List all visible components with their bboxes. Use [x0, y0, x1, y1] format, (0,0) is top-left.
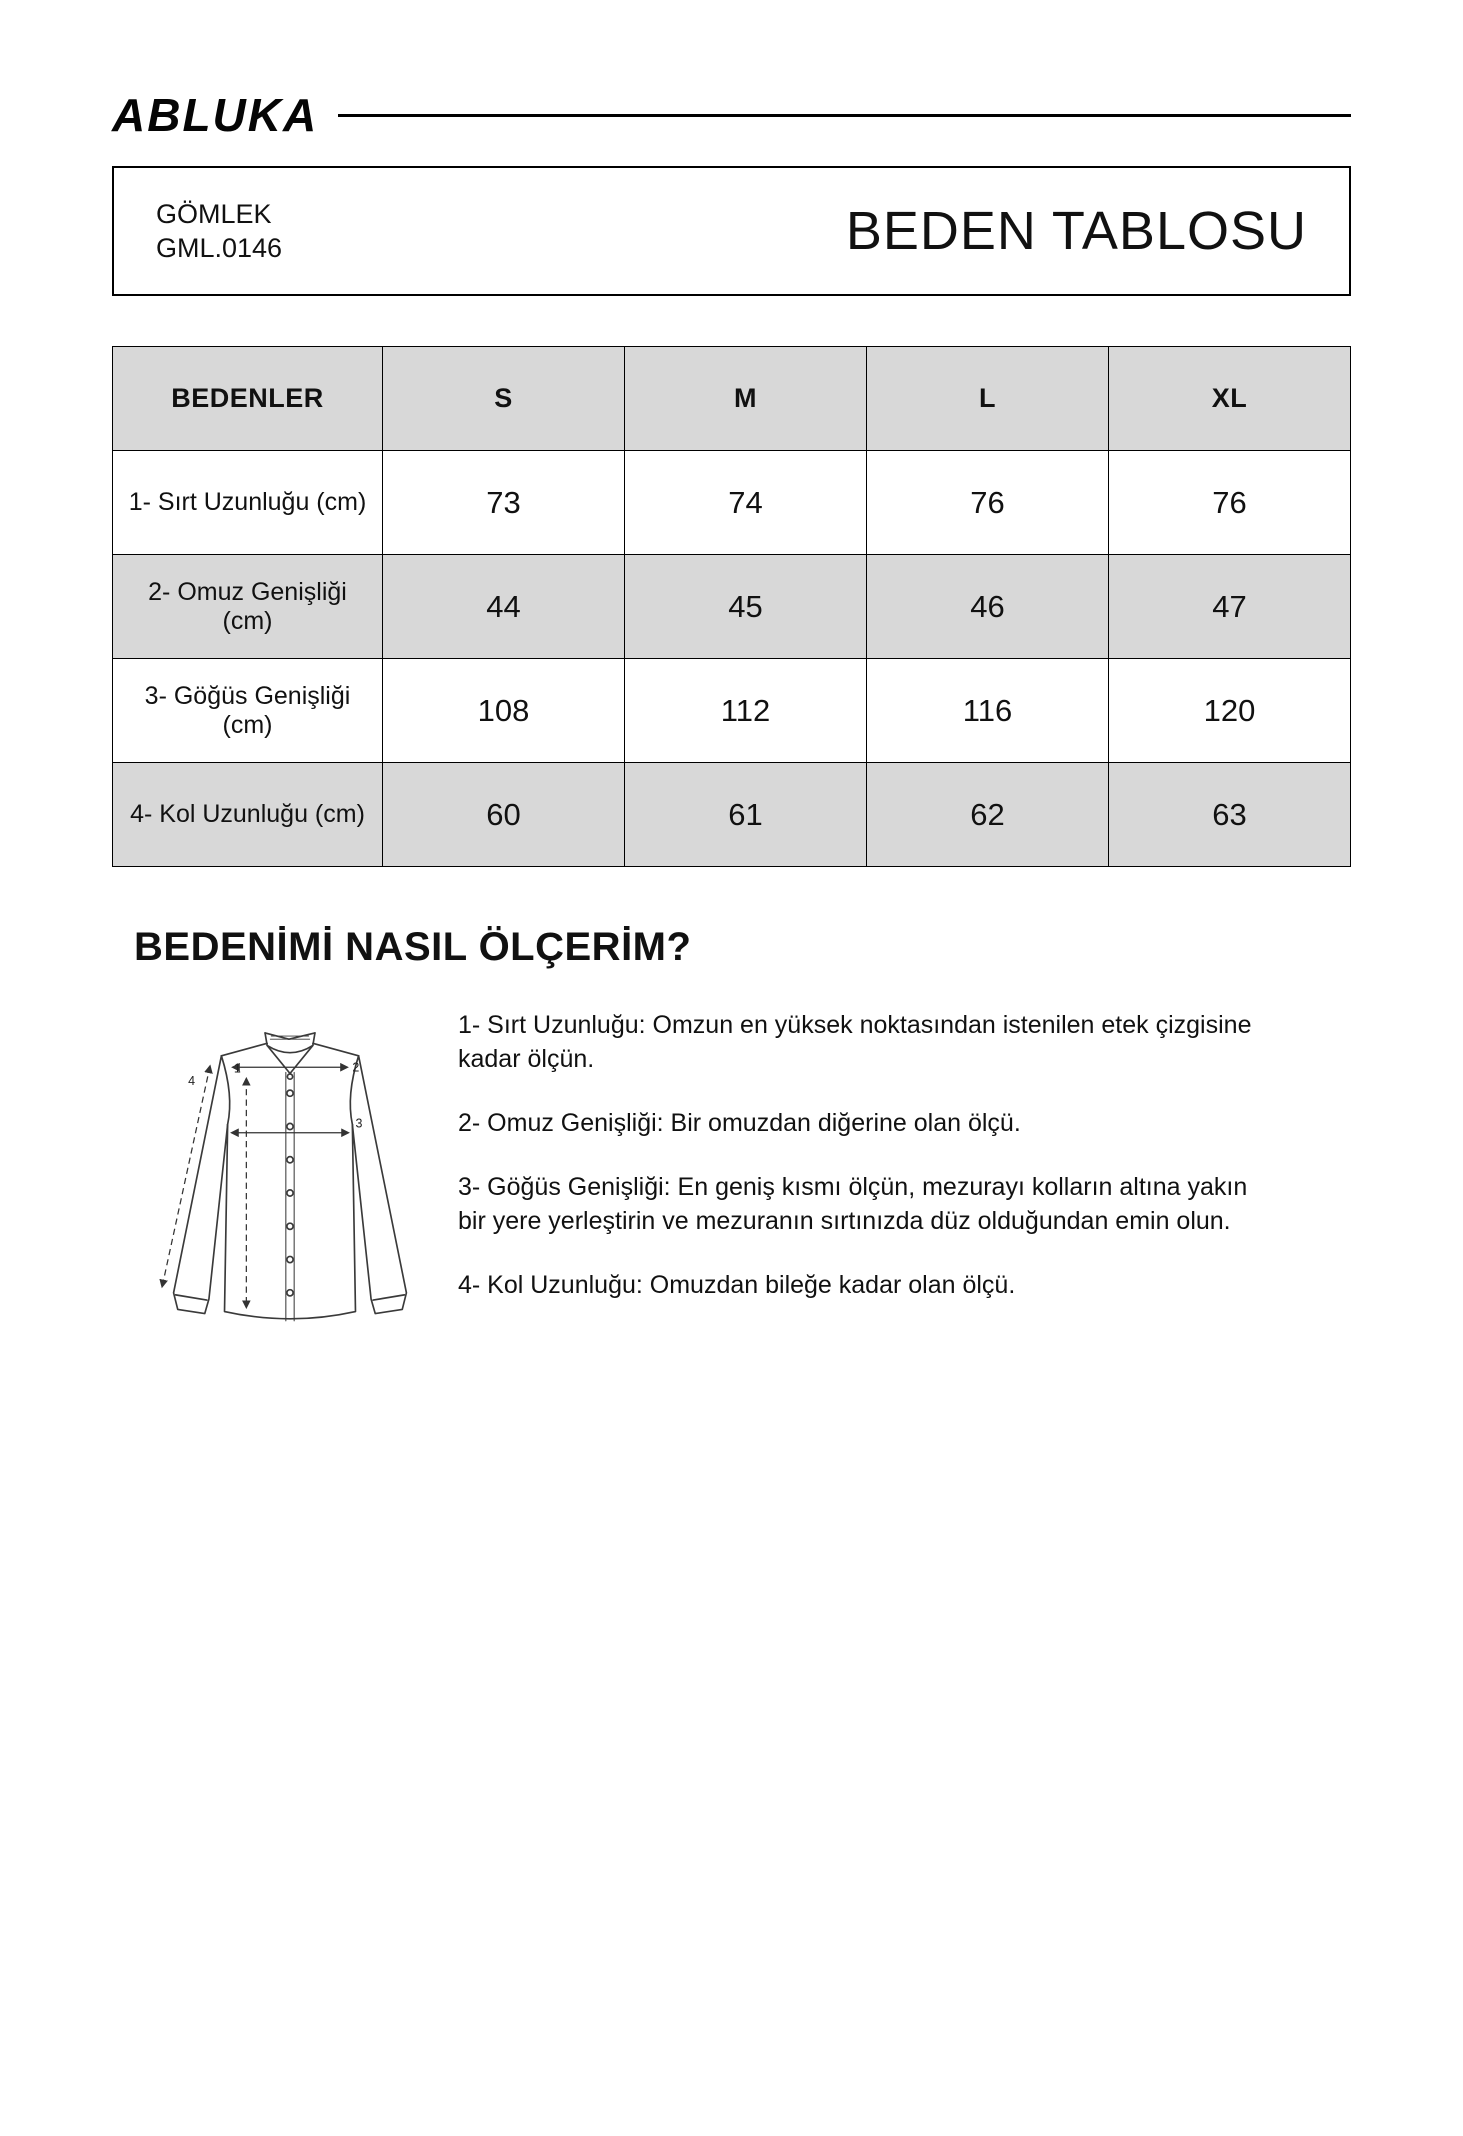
size-value: 63 — [1109, 763, 1351, 867]
product-info — [156, 197, 282, 265]
shirt-measurement-diagram — [134, 1008, 446, 1351]
column-header-bedenler: BEDENLER — [113, 347, 383, 451]
size-value: 60 — [383, 763, 625, 867]
size-value: 112 — [625, 659, 867, 763]
size-value: 108 — [383, 659, 625, 763]
table-row — [113, 555, 1351, 659]
header-box — [112, 166, 1351, 296]
how-to-measure-heading: BEDENİMİ NASIL ÖLÇERİM? — [134, 925, 692, 969]
row-label: 1- Sırt Uzunluğu (cm) — [113, 451, 383, 555]
size-value: 73 — [383, 451, 625, 555]
column-header-s: S — [383, 347, 625, 451]
measurement-label-3: 3 — [355, 1116, 363, 1131]
size-value: 76 — [867, 451, 1109, 555]
row-label: 2- Omuz Genişliği (cm) — [113, 555, 383, 659]
size-value: 76 — [1109, 451, 1351, 555]
shirt-diagram-container — [134, 1008, 446, 1356]
size-value: 120 — [1109, 659, 1351, 763]
size-value: 47 — [1109, 555, 1351, 659]
instruction-paragraph: 1- Sırt Uzunluğu: Omzun en yüksek noktasından istenilen etek çizgisine kadar ölçün. — [458, 1011, 1252, 1073]
row-label: 3- Göğüs Genişliği (cm) — [113, 659, 383, 763]
measurement-label-1: 1 — [233, 1061, 241, 1076]
size-value: 116 — [867, 659, 1109, 763]
size-value: 62 — [867, 763, 1109, 867]
product-code: GML.0146 — [156, 233, 283, 263]
size-chart-page — [0, 88, 1463, 2136]
size-value: 45 — [625, 555, 867, 659]
size-value: 61 — [625, 763, 867, 867]
column-header-l: L — [867, 347, 1109, 451]
table-row — [113, 451, 1351, 555]
size-value: 44 — [383, 555, 625, 659]
column-header-xl: XL — [1109, 347, 1351, 451]
table-row — [113, 763, 1351, 867]
logo-row — [112, 88, 1351, 142]
logo-divider-line — [338, 114, 1351, 117]
size-value: 74 — [625, 451, 867, 555]
measurement-instructions — [458, 1008, 1258, 1332]
table-header-row — [113, 347, 1351, 451]
size-value: 46 — [867, 555, 1109, 659]
measure-arrow-4 — [162, 1066, 210, 1286]
row-label: 4- Kol Uzunluğu (cm) — [113, 763, 383, 867]
size-chart-title: BEDEN TABLOSU — [845, 201, 1307, 261]
instruction-paragraph: 3- Göğüs Genişliği: En geniş kısmı ölçün, mezurayı kolların altına yakın bir yere yerleştirin ve mezuranın sırtınızda düz olduğundan emin olun. — [458, 1173, 1248, 1235]
brand-logo: ABLUKA — [112, 89, 319, 141]
table-row — [113, 659, 1351, 763]
instruction-paragraph: 2- Omuz Genişliği: Bir omuzdan diğerine olan ölçü. — [458, 1109, 1021, 1137]
column-header-m: M — [625, 347, 867, 451]
measurement-label-4: 4 — [188, 1073, 196, 1088]
measurement-label-2: 2 — [352, 1060, 360, 1075]
how-to-measure-section — [134, 1008, 1351, 1356]
size-table — [112, 346, 1351, 867]
instruction-paragraph: 4- Kol Uzunluğu: Omuzdan bileğe kadar olan ölçü. — [458, 1271, 1016, 1299]
product-name: GÖMLEK — [156, 199, 272, 229]
